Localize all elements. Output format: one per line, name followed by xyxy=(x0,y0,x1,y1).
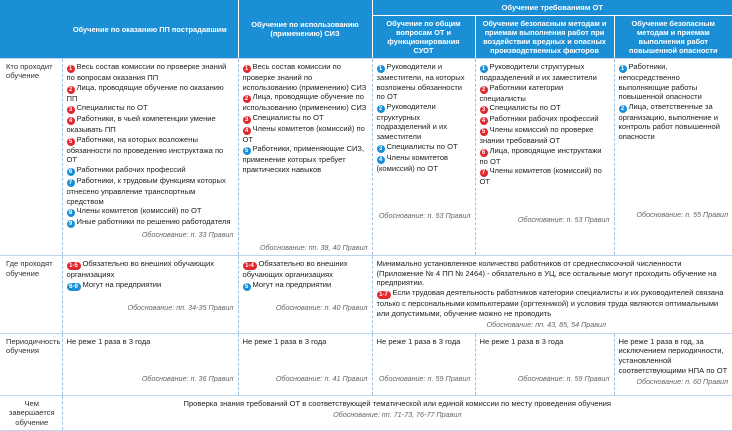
header-col-ppe: Обучение по использованию (применению) СИЗ xyxy=(238,0,372,59)
number-marker: 6 xyxy=(480,149,488,157)
list-item: 6 Лица, проводящие инструктажи по ОТ xyxy=(479,145,602,166)
number-marker: 2 xyxy=(243,95,251,103)
number-marker: 4 xyxy=(243,127,251,135)
cell-who-high-risk xyxy=(614,59,732,256)
reference-note: Обоснование: п. 59 Правил xyxy=(517,374,610,384)
cell-who-first-aid xyxy=(62,59,238,256)
cell-period-safe-methods: Не реже 1 раза в 3 года Обоснование: п. 59 Правил xyxy=(475,333,614,395)
list-item: 6-9 Могут на предприятии xyxy=(67,280,234,291)
number-marker: 4 xyxy=(67,117,75,125)
reference-note: Обоснование: п. 33 Правил xyxy=(141,230,234,240)
list-item: 1 Весь состав комиссии по проверке знаний по вопросам оказания ПП xyxy=(66,62,227,82)
list-item: 1 Руководители структурных подразделений и их заместители xyxy=(479,62,597,82)
header-group-ot: Обучение требованиям ОТ xyxy=(372,0,732,16)
list-item: 9 Иные работники по решению работодателя xyxy=(67,217,234,228)
number-marker: 6-9 xyxy=(67,283,81,291)
cell-period-high-risk: Не реже 1 раза в год, за исключением периодичности, установленной соответствующими НПА по ОТ Обоснование: п. 60 Правил xyxy=(614,333,732,395)
list-item: 6 Работники рабочих профессий xyxy=(67,165,234,176)
header-col-general-ot: Обучение по общим вопросам ОТ и функционирования СУОТ xyxy=(372,16,475,59)
cell-where-ppe xyxy=(238,256,372,334)
reference-note: Обоснование: п. 55 Правил xyxy=(636,209,729,219)
row-label-period: Периодичность обучения xyxy=(0,333,62,395)
list-item: 4 Члены комитетов (комиссий) по ОТ xyxy=(242,123,365,144)
list-item: 1 Работники, непосредственно выполняющие работы повышенной опасности xyxy=(618,62,702,102)
list-item: 1 Весь состав комиссии по проверке знаний по использованию (применению) СИЗ xyxy=(242,62,367,92)
list-item: 1 Руководители и заместители, на которых возложены обязанности по ОТ xyxy=(376,62,465,102)
row-label-who: Кто проходит обучение xyxy=(0,59,62,256)
number-marker: 6 xyxy=(67,168,75,176)
cell-where-ot-merged xyxy=(372,256,732,334)
number-marker: 2 xyxy=(67,86,75,94)
number-marker: 1 xyxy=(377,65,385,73)
cell-end-merged: Проверка знания требований ОТ в соответствующей тематической или единой комиссии по месту проведения обучения Обоснование: пп. 71-73, 76-77 Правил xyxy=(62,395,732,430)
number-marker: 2 xyxy=(377,105,385,113)
cell-where-first-aid xyxy=(62,256,238,334)
where-ot-text: Минимально установленное количество работников от среднесписочной численности (Приложение № 4 ПП № 2464) - обязательно в УЦ, все остальные могут проходить обучение на предприятии. xyxy=(376,259,717,288)
number-marker: 3 xyxy=(480,106,488,114)
number-marker: 1 xyxy=(243,65,251,73)
number-marker: 1-5 xyxy=(67,262,81,270)
reference-note: Обоснование: п. 53 Правил xyxy=(517,214,610,224)
number-marker: 1-7 xyxy=(377,291,391,299)
number-marker: 3 xyxy=(243,116,251,124)
number-marker: 5 xyxy=(67,138,75,146)
cell-who-general-ot xyxy=(372,59,475,256)
list-item: 7 Члены комитетов (комиссий) по ОТ xyxy=(479,166,602,187)
list-item: 4 Работники рабочих профессий xyxy=(480,114,610,125)
list-item: 2 Работники категории специалисты xyxy=(479,82,564,103)
reference-note: Обоснование: пп. 71-73, 76-77 Правил xyxy=(333,410,462,420)
row-who xyxy=(0,59,732,256)
number-marker: 1-4 xyxy=(243,262,257,270)
list-item: 3 Специалисты по ОТ xyxy=(67,103,234,114)
cell-period-first-aid: Не реже 1 раза в 3 года Обоснование: п. 36 Правил xyxy=(62,333,238,395)
header-col-safe-methods: Обучение безопасным методам и приемам выполнения работ при воздействии вредных и опасных производственных факторов xyxy=(475,16,614,59)
number-marker: 3 xyxy=(67,106,75,114)
reference-note: Обоснование: п. 41 Правил xyxy=(275,374,368,384)
header-col-first-aid: Обучение по оказанию ПП пострадавшим xyxy=(62,0,238,59)
list-item: 3 Специалисты по ОТ xyxy=(243,113,368,124)
number-marker: 2 xyxy=(619,105,627,113)
cell-who-ppe xyxy=(238,59,372,256)
list-item: 5 Работники, применяющие СИЗ, применение которых требует практических навыков xyxy=(242,144,365,174)
reference-note: Обоснование: п. 53 Правил xyxy=(378,211,471,221)
number-marker: 1 xyxy=(480,65,488,73)
list-item: 5 Работники, на которых возложены обязанности по проведению инструктажа по ОТ xyxy=(66,134,224,165)
list-item: 5 Могут на предприятии xyxy=(243,280,368,291)
list-item: 7 Работники, к трудовым функциям которых отнесено управление транспортным средством xyxy=(66,175,226,206)
list-item: 3 Специалисты по ОТ xyxy=(480,103,610,114)
row-label-where: Где проходят обучение xyxy=(0,256,62,334)
number-marker: 4 xyxy=(377,156,385,164)
cell-period-ppe: Не реже 1 раза в 3 года Обоснование: п. 41 Правил xyxy=(238,333,372,395)
header-col-high-risk: Обучение безопасным методам и приемам выполнения работ повышенной опасности xyxy=(614,16,732,59)
list-item: 2 Руководители структурных подразделений и их заместители xyxy=(376,101,448,141)
reference-note: Обоснование: пп. 34-35 Правил xyxy=(127,302,234,312)
header-corner xyxy=(0,0,62,59)
number-marker: 7 xyxy=(67,179,75,187)
row-end xyxy=(0,395,732,430)
list-item: 4 Работники, в чьей компетенции умение оказывать ПП xyxy=(66,114,216,135)
number-marker: 8 xyxy=(67,209,75,217)
list-item: 1-4 Обязательно во внешних обучающих организациях xyxy=(242,259,348,280)
number-marker: 2 xyxy=(480,86,488,94)
cell-who-safe-methods xyxy=(475,59,614,256)
cell-period-general-ot: Не реже 1 раза в 3 года Обоснование: п. 59 Правил xyxy=(372,333,475,395)
number-marker: 5 xyxy=(480,128,488,136)
number-marker: 5 xyxy=(243,283,251,291)
list-item: 2 Лица, проводящие обучение по использованию (применению) СИЗ xyxy=(242,92,367,113)
reference-note: Обоснование: пп. 43, 85, 54 Правил xyxy=(486,320,607,330)
list-item: 3 Специалисты по ОТ xyxy=(377,142,471,153)
number-marker: 3 xyxy=(377,145,385,153)
number-marker: 7 xyxy=(480,169,488,177)
reference-note: Обоснование: п. 36 Правил xyxy=(141,374,234,384)
list-item: 2 Лица, ответственные за организацию, выполнение и контроль работ повышенной опасности xyxy=(618,101,721,141)
list-item: 8 Члены комитетов (комиссий) по ОТ xyxy=(67,206,234,217)
list-item: 5 Члены комиссий по проверке знании требований ОТ xyxy=(479,125,594,146)
reference-note: Обоснование: п. 59 Правил xyxy=(378,374,471,384)
list-item: 1-7 Если трудовая деятельность работников категории специалисты и их руководителей связана только с персональными компьютерами (оргтехникой) и условия труда являются оптимальными или допустимыми, обучение можно не проводить xyxy=(376,287,724,318)
row-where xyxy=(0,256,732,334)
number-marker: 1 xyxy=(619,65,627,73)
list-item: 1-5 Обязательно во внешних обучающих организациях xyxy=(66,259,215,280)
number-marker: 5 xyxy=(243,147,251,155)
number-marker: 1 xyxy=(67,65,75,73)
row-period xyxy=(0,333,732,395)
list-item: 4 Члены комитетов (комиссий) по ОТ xyxy=(376,152,449,173)
number-marker: 9 xyxy=(67,220,75,228)
number-marker: 4 xyxy=(480,117,488,125)
list-item: 2 Лица, проводящие обучение по оказанию ПП xyxy=(66,82,224,103)
reference-note: Обоснование: п. 60 Правил xyxy=(636,377,729,387)
reference-note: Обоснование: пп. 38, 40 Правил xyxy=(259,242,368,252)
reference-note: Обоснование: п. 40 Правил xyxy=(275,302,368,312)
row-label-end: Чем завершается обучение xyxy=(0,395,62,430)
